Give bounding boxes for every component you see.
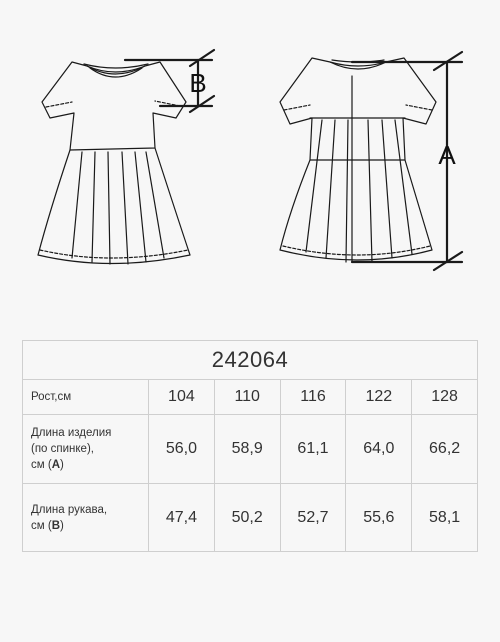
- size-cell: 122: [346, 380, 412, 414]
- value-cell: 47,4: [149, 484, 215, 552]
- size-table: [22, 340, 478, 552]
- value-cell: 66,2: [429, 440, 461, 457]
- size-cell: 128: [431, 388, 458, 405]
- value-cell: 64,0: [346, 415, 412, 483]
- size-cell: 116: [281, 380, 347, 414]
- back-view-drawing: [280, 58, 436, 262]
- front-view-drawing: [38, 62, 190, 264]
- value-cell: 58,1: [429, 509, 461, 526]
- value-cell: 50,2: [215, 484, 281, 552]
- table-header-row: [23, 380, 477, 415]
- dimension-a-label: A: [438, 140, 456, 170]
- value-cell: 61,1: [281, 415, 347, 483]
- sleeve-length-label: Длина рукава, см (B): [23, 484, 149, 552]
- table-row-sleeve-length: [23, 484, 477, 552]
- value-cell: 56,0: [149, 415, 215, 483]
- back-length-label: Длина изделия (по спинке), см (A): [23, 415, 149, 483]
- value-cell: 58,9: [215, 415, 281, 483]
- size-cell: 104: [149, 380, 215, 414]
- dimension-b-label: B: [189, 68, 207, 98]
- size-cell: 110: [215, 380, 281, 414]
- article-number: 242064: [23, 341, 477, 380]
- height-label: Рост,см: [23, 380, 149, 414]
- value-cell: 52,7: [281, 484, 347, 552]
- table-row-back-length: [23, 415, 477, 484]
- value-cell: 55,6: [346, 484, 412, 552]
